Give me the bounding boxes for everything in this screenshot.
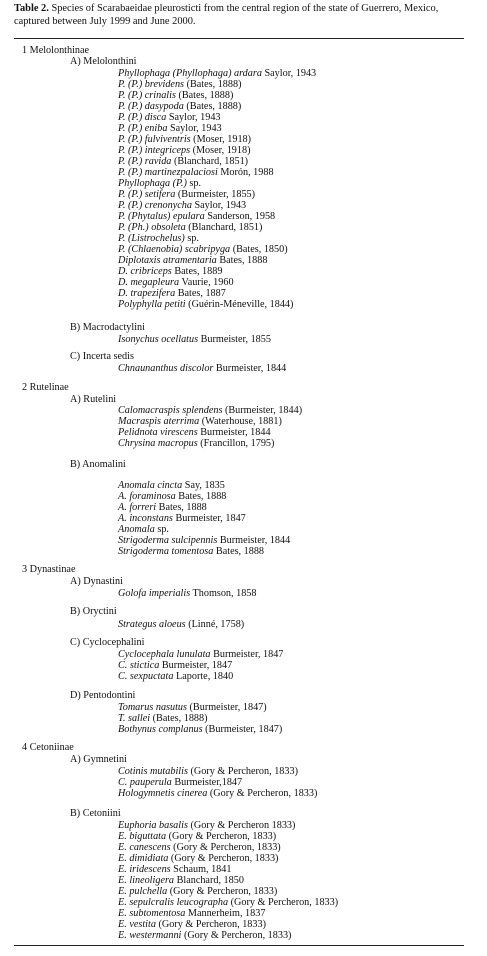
species-row <box>118 502 207 513</box>
species-row <box>118 123 222 134</box>
species-row <box>118 724 282 735</box>
species-author: sp. <box>186 178 202 189</box>
species-row <box>118 244 288 255</box>
species-row <box>118 134 251 145</box>
species-name: T. sallei <box>118 713 151 724</box>
table-caption <box>14 3 476 28</box>
species-row <box>118 820 295 831</box>
species-name: P. (P.) crinalis <box>118 90 176 101</box>
species-author: Laporte, 1840 <box>173 671 234 682</box>
species-row <box>118 90 233 101</box>
species-row <box>118 588 257 599</box>
species-name: P. (P.) disca <box>118 112 167 123</box>
species-row <box>118 660 232 671</box>
species-author: (Gory & Percheron, 1833) <box>187 766 298 777</box>
species-author: (Burmeister, 1847) <box>202 724 283 735</box>
species-author: (Gory & Percheron, 1833) <box>167 886 278 897</box>
species-row <box>118 211 275 222</box>
species-author: (Bates, 1888) <box>183 101 242 112</box>
species-row <box>118 112 221 123</box>
species-name: A. inconstans <box>118 513 173 524</box>
species-row <box>118 68 316 79</box>
subfamily-heading: 3 Dynastinae <box>22 564 76 575</box>
species-row <box>118 886 277 897</box>
species-row <box>118 524 169 535</box>
species-author: Saylor, 1943 <box>167 123 222 134</box>
species-author: Vaurie, 1960 <box>179 277 234 288</box>
species-name: Anomala cincta <box>118 480 183 491</box>
species-author: Burmeister, 1844 <box>197 427 271 438</box>
tribe-heading: D) Pentodontini <box>70 690 136 701</box>
table-caption-text: Species of Scarabaeidae pleurosticti from the central region of the state of Guerrero, Mexico, captured between July 1999 and June 2000. <box>14 3 439 27</box>
species-author: (Gory & Percheron, 1833) <box>155 919 266 930</box>
species-row <box>118 156 248 167</box>
species-name: E. canescens <box>118 842 171 853</box>
species-row <box>118 480 225 491</box>
tribe-heading: A) Dynastini <box>70 576 123 587</box>
tribe-heading: A) Gymnetini <box>70 754 127 765</box>
species-row <box>118 288 226 299</box>
species-row <box>118 702 267 713</box>
species-name: P. (Listrochelus) <box>118 233 185 244</box>
species-row <box>118 875 244 886</box>
tribe-heading: C) Cyclocephalini <box>70 637 145 648</box>
species-name: C. pauperula <box>118 777 172 788</box>
subfamily-heading: 1 Melolonthinae <box>22 45 90 56</box>
species-author: Sanderson, 1958 <box>204 211 276 222</box>
species-row <box>118 79 241 90</box>
species-author: Saylor, 1943 <box>166 112 221 123</box>
species-name: E. subtomentosa <box>118 908 186 919</box>
species-author: Burmeister, 1847 <box>172 513 246 524</box>
species-author: Thomson, 1858 <box>190 588 257 599</box>
species-row <box>118 491 226 502</box>
species-name: Polyphylla petiti <box>118 299 186 310</box>
species-row <box>118 277 234 288</box>
species-author: (Bates, 1888) <box>184 79 242 90</box>
species-name: D. trapezifera <box>118 288 176 299</box>
species-name: D. megapleura <box>118 277 180 288</box>
species-name: D. cribriceps <box>118 266 172 277</box>
species-author: (Moser, 1918) <box>190 134 252 145</box>
species-name: P. (P.) fulviventris <box>118 134 191 145</box>
species-row <box>118 831 276 842</box>
species-name: P. (P.) integriceps <box>118 145 191 156</box>
species-row <box>118 299 293 310</box>
species-row <box>118 535 290 546</box>
species-name: Phyllophaga (Phyllophaga) ardara <box>118 68 262 79</box>
species-row <box>118 908 265 919</box>
species-author: (Guérin-Méneville, 1844) <box>185 299 294 310</box>
species-author: (Blanchard, 1851) <box>185 222 263 233</box>
species-author: (Gory & Percheron, 1833) <box>170 842 281 853</box>
species-name: Bothynus complanus <box>118 724 203 735</box>
species-row <box>118 713 208 724</box>
species-author: (Burmeister, 1847) <box>186 702 267 713</box>
species-author: (Linné, 1758) <box>185 619 245 630</box>
species-row <box>118 416 282 427</box>
species-row <box>118 178 201 189</box>
species-name: C. stictica <box>118 660 160 671</box>
species-row <box>118 649 283 660</box>
species-name: Anomala <box>118 524 155 535</box>
species-row <box>118 546 264 557</box>
species-name: Strigoderma sulcipennis <box>118 535 218 546</box>
species-row <box>118 513 246 524</box>
species-name: Diplotaxis atramentaria <box>118 255 217 266</box>
species-author: (Gory & Percheron, 1833) <box>228 897 339 908</box>
species-author: (Gory & Percheron, 1833) <box>207 788 318 799</box>
species-author: Burmeister, 1847 <box>210 649 284 660</box>
species-author: Bates, 1888 <box>213 546 265 557</box>
species-name: P. (P.) eniba <box>118 123 168 134</box>
species-name: Calomacraspis splendens <box>118 405 223 416</box>
species-author: (Bates, 1850) <box>230 244 288 255</box>
species-row <box>118 200 246 211</box>
tribe-heading: B) Cetoniini <box>70 808 121 819</box>
species-name: Pelidnota virescens <box>118 427 198 438</box>
tribe-heading: C) Incerta sedis <box>70 351 134 362</box>
species-author: Saylor, 1943 <box>191 200 247 211</box>
species-row <box>118 930 291 941</box>
species-name: Cotinis mutabilis <box>118 766 188 777</box>
species-name: A. forreri <box>118 502 157 513</box>
subfamily-heading: 2 Rutelinae <box>22 382 69 393</box>
species-row <box>118 864 231 875</box>
species-name: E. iridescens <box>118 864 171 875</box>
species-author: Blanchard, 1850 <box>174 875 244 886</box>
species-author: (Francillon, 1795) <box>197 438 275 449</box>
species-author: (Burmeister, 1844) <box>222 405 303 416</box>
species-author: (Waterhouse, 1881) <box>199 416 282 427</box>
species-name: E. dimidiata <box>118 853 169 864</box>
species-author: (Bates, 1888) <box>175 90 234 101</box>
top-rule <box>14 38 464 39</box>
species-author: Morón, 1988 <box>217 167 274 178</box>
species-name: E. lineoligera <box>118 875 175 886</box>
species-row <box>118 842 281 853</box>
species-author: Bates, 1887 <box>175 288 226 299</box>
species-row <box>118 766 298 777</box>
species-author: (Bates, 1888) <box>150 713 208 724</box>
species-name: P. (P.) ravida <box>118 156 172 167</box>
species-name: P. (P.) martinezpalaciosi <box>118 167 218 178</box>
species-author: Burmeister, 1844 <box>213 363 287 374</box>
species-row <box>118 427 271 438</box>
species-row <box>118 334 271 345</box>
species-name: P. (Chlaenobia) scabripyga <box>118 244 231 255</box>
subfamily-heading: 4 Cetoniinae <box>22 742 74 753</box>
species-name: Isonychus ocellatus <box>118 334 199 345</box>
species-name: Strigoderma tomentosa <box>118 546 214 557</box>
species-name: E. sepulcralis leucographa <box>118 897 229 908</box>
species-name: Chnaunanthus discolor <box>118 363 214 374</box>
species-author: Say, 1835 <box>182 480 225 491</box>
species-row <box>118 405 302 416</box>
species-name: E. pulchella <box>118 886 168 897</box>
species-name: P. (Phytalus) epulara <box>118 211 205 222</box>
tribe-heading: A) Melolonthini <box>70 56 137 67</box>
species-name: Phyllophaga (P.) <box>118 178 187 189</box>
species-name: E. vestita <box>118 919 156 930</box>
species-name: P. (P.) brevidens <box>118 79 185 90</box>
species-row <box>118 189 255 200</box>
tribe-heading: B) Macrodactylini <box>70 322 145 333</box>
species-name: E. westermanni <box>118 930 182 941</box>
tribe-heading: B) Anomalini <box>70 459 126 470</box>
species-row <box>118 145 251 156</box>
species-name: Golofa imperialis <box>118 588 191 599</box>
species-name: Tomarus nasutus <box>118 702 187 713</box>
tribe-heading: A) Rutelini <box>70 394 117 405</box>
species-author: Bates, 1888 <box>216 255 268 266</box>
species-author: (Gory & Percheron 1833) <box>187 820 296 831</box>
species-row <box>118 619 244 630</box>
species-row <box>118 255 267 266</box>
species-row <box>118 671 233 682</box>
species-row <box>118 233 199 244</box>
species-row <box>118 788 317 799</box>
species-author: Bates, 1888 <box>156 502 207 513</box>
species-name: C. sexpuctata <box>118 671 174 682</box>
species-row <box>118 266 222 277</box>
species-name: Macraspis aterrima <box>118 416 200 427</box>
species-name: E. biguttata <box>118 831 167 842</box>
species-author: sp. <box>154 524 169 535</box>
species-author: (Gory & Percheron, 1833) <box>168 853 279 864</box>
species-author: Burmeister, 1844 <box>217 535 291 546</box>
species-row <box>118 101 241 112</box>
species-name: Cyclocephala lunulata <box>118 649 211 660</box>
species-author: (Gory & Percheron, 1833) <box>166 831 277 842</box>
species-author: Mannerheim, 1837 <box>185 908 266 919</box>
species-row <box>118 222 262 233</box>
species-row <box>118 853 278 864</box>
species-name: Euphoria basalis <box>118 820 188 831</box>
tribe-heading: B) Oryctini <box>70 606 117 617</box>
species-author: Burmeister, 1847 <box>159 660 233 671</box>
species-author: sp. <box>184 233 199 244</box>
species-author: (Moser, 1918) <box>190 145 251 156</box>
species-name: Strategus aloeus <box>118 619 186 630</box>
species-name: Chrysina macropus <box>118 438 198 449</box>
bottom-rule <box>14 945 464 946</box>
species-name: A. foraminosa <box>118 491 176 502</box>
table-caption-label: Table 2. <box>14 3 49 14</box>
species-row <box>118 919 266 930</box>
species-author: Bates, 1888 <box>175 491 227 502</box>
species-name: P. (P.) setifera <box>118 189 176 200</box>
species-name: P. (Ph.) obsoleta <box>118 222 186 233</box>
species-row <box>118 777 242 788</box>
species-author: (Burmeister, 1855) <box>175 189 256 200</box>
species-name: P. (P.) dasypoda <box>118 101 184 112</box>
species-author: (Gory & Percheron, 1833) <box>181 930 292 941</box>
species-author: Bates, 1889 <box>171 266 223 277</box>
species-author: Saylor, 1943 <box>261 68 317 79</box>
species-author: Burmeister,1847 <box>171 777 243 788</box>
species-author: Schaum, 1841 <box>170 864 232 875</box>
species-name: P. (P.) crenonycha <box>118 200 192 211</box>
species-author: (Blanchard, 1851) <box>171 156 249 167</box>
species-row <box>118 363 286 374</box>
species-author: Burmeister, 1855 <box>198 334 271 345</box>
species-name: Hologymnetis cinerea <box>118 788 208 799</box>
species-row <box>118 897 338 908</box>
species-row <box>118 167 274 178</box>
species-row <box>118 438 274 449</box>
